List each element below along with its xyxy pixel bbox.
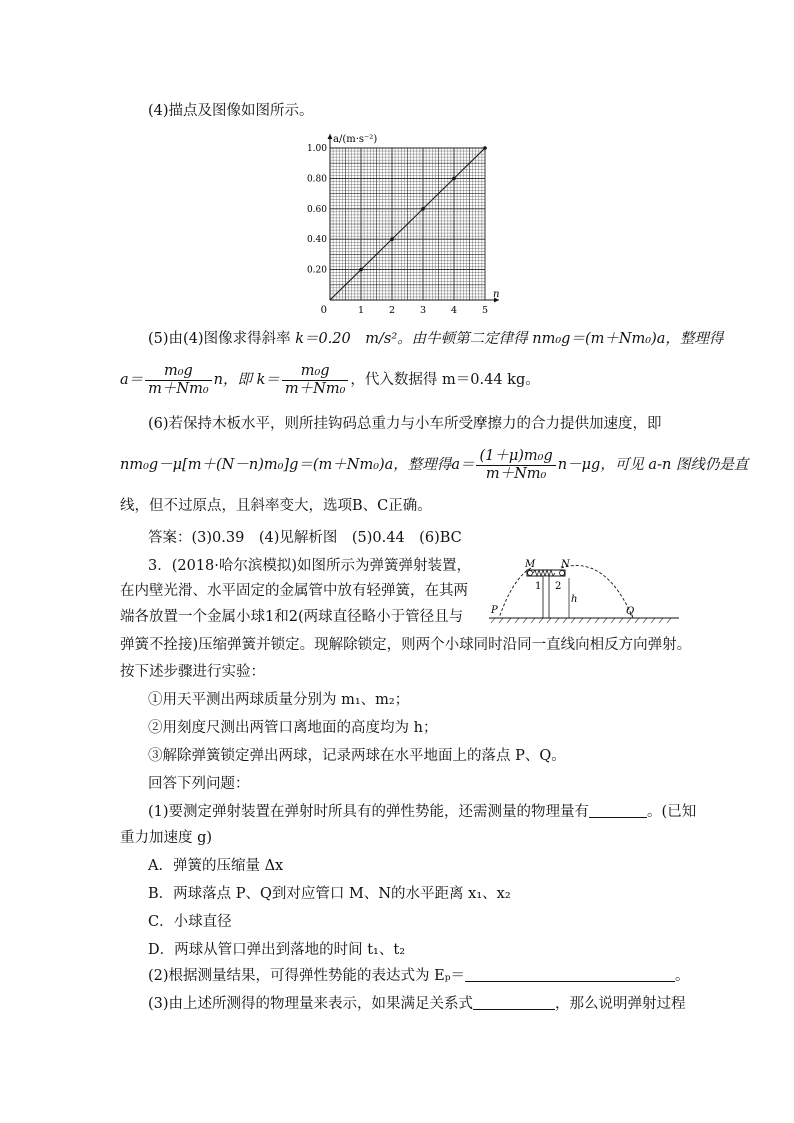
y-tick-label: 1.00 <box>306 144 327 154</box>
q3-ask: 回答下列问题： <box>148 776 250 792</box>
data-point <box>421 207 425 211</box>
q3-step3: ③解除弹簧锁定弹出两球，记录两球在水平地面上的落点 P、Q。 <box>148 748 566 764</box>
trajectory-left <box>499 568 531 618</box>
x-axis-label: n <box>493 289 500 300</box>
answer-blank-3 <box>473 995 555 1010</box>
label-2: 2 <box>555 581 562 592</box>
option-a: A．弹簧的压缩量 Δx <box>148 858 284 874</box>
trajectory-right <box>561 565 633 618</box>
x-tick-label: 2 <box>388 305 396 316</box>
fraction: $\frac{\text{(1＋μ)m₀g}}{\text{m＋Nm₀}}$ <box>476 448 555 483</box>
x-tick-label: 5 <box>481 305 489 316</box>
label-1: 1 <box>535 581 542 592</box>
ground-hatch <box>491 618 671 623</box>
q3-step1: ①用天平测出两球质量分别为 m₁、m₂； <box>148 692 410 708</box>
label-h: h <box>571 594 578 605</box>
fraction: $\frac{\text{m₀g}}{\text{m＋Nm₀}}$ <box>145 363 212 398</box>
data-point <box>452 177 456 181</box>
answer-blank-1 <box>589 803 647 818</box>
q3-line1: 3．(2018·哈尔滨模拟)如图所示为弹簧弹射装置， <box>148 558 472 574</box>
x-tick-label: 4 <box>450 305 458 316</box>
part5-line2: a＝ $\frac{\text{m₀g}}{\text{m＋Nm₀}}$ n，即 k＝ $\frac{\text{m₀g}}{\text{m＋Nm₀}}$ ，代入数据得 m＝0.44 kg。 <box>120 362 540 397</box>
data-point <box>483 146 487 150</box>
ball-1 <box>528 571 533 576</box>
origin-label: 0 <box>320 305 327 316</box>
label-Q: Q <box>626 606 635 617</box>
part6-line3: 线，但不过原点，且斜率变大，选项B、C正确。 <box>120 498 432 514</box>
ball-2 <box>560 571 565 576</box>
a-n-chart <box>306 130 510 316</box>
part6-line1: (6)若保持木板水平，则所挂钩码总重力与小车所受摩擦力的合力提供加速度，即 <box>148 416 662 432</box>
q3-line3: 端各放置一个金属小球1和2(两球直径略小于管径且与 <box>120 609 464 625</box>
option-d: D．两球从管口弹出到落地的时间 t₁、t₂ <box>148 942 406 958</box>
part6-line2: nm₀g－μ[m＋(N－n)m₀]g＝(m＋Nm₀)a，整理得a＝ $\frac{\text{(1＋μ)m₀g}}{\text{m＋Nm₀}}$ n－μg，可见 a-n 图线仍是直 <box>120 447 749 482</box>
y-tick-label: 0.60 <box>306 204 327 215</box>
data-point <box>390 237 394 241</box>
q3-line2: 在内壁光滑、水平固定的金属管中放有轻弹簧，在其两 <box>120 583 468 599</box>
q3-line4: 弹簧不拴接)压缩弹簧并锁定。现解除锁定，则两个小球同时沿同一直线向相反方向弹射。 <box>120 637 692 653</box>
q3-sub1: (1)要测定弹射装置在弹射时所具有的弹性势能，还需测量的物理量有 。(已知 <box>148 804 697 820</box>
label-N: N <box>561 559 570 570</box>
q3-line5: 按下述步骤进行实验： <box>120 664 265 680</box>
part4-text: (4)描点及图像如图所示。 <box>148 103 314 119</box>
q3-sub1-cont: 重力加速度 g) <box>120 830 213 846</box>
option-c: C．小球直径 <box>148 914 232 930</box>
option-b: B．两球落点 P、Q到对应管口 M、N的水平距离 x₁、x₂ <box>148 886 511 902</box>
stand <box>543 576 549 618</box>
y-axis-arrow <box>328 134 333 139</box>
y-tick-label: 0.80 <box>306 174 327 185</box>
label-M: M <box>525 559 536 570</box>
answer-line: 答案：(3)0.39 (4)见解析图 (5)0.44 (6)BC <box>148 530 462 546</box>
y-axis-label: a/(m·s⁻²) <box>333 134 378 145</box>
q3-sub2: (2)根据测量结果，可得弹性势能的表达式为 Eₚ＝ 。 <box>148 968 690 984</box>
y-tick-label: 0.20 <box>306 265 327 276</box>
x-tick-label: 3 <box>419 305 427 316</box>
label-P: P <box>491 605 498 616</box>
part5-line1: (5)由(4)图像求得斜率 k＝0.20 m/s²。由牛顿第二定律得 nm₀g＝(m＋Nm₀)a，整理得 <box>148 331 724 347</box>
spring-launcher-figure <box>483 558 683 624</box>
answer-blank-2 <box>465 967 675 982</box>
fraction: $\frac{\text{m₀g}}{\text{m＋Nm₀}}$ <box>282 363 349 398</box>
y-tick-label: 0.40 <box>306 235 327 246</box>
q3-sub3: (3)由上述所测得的物理量来表示，如果满足关系式 ，那么说明弹射过程 <box>148 996 686 1012</box>
data-point <box>359 268 363 272</box>
q3-step2: ②用刻度尺测出两管口离地面的高度均为 h； <box>148 720 438 736</box>
x-tick-label: 1 <box>357 305 365 316</box>
